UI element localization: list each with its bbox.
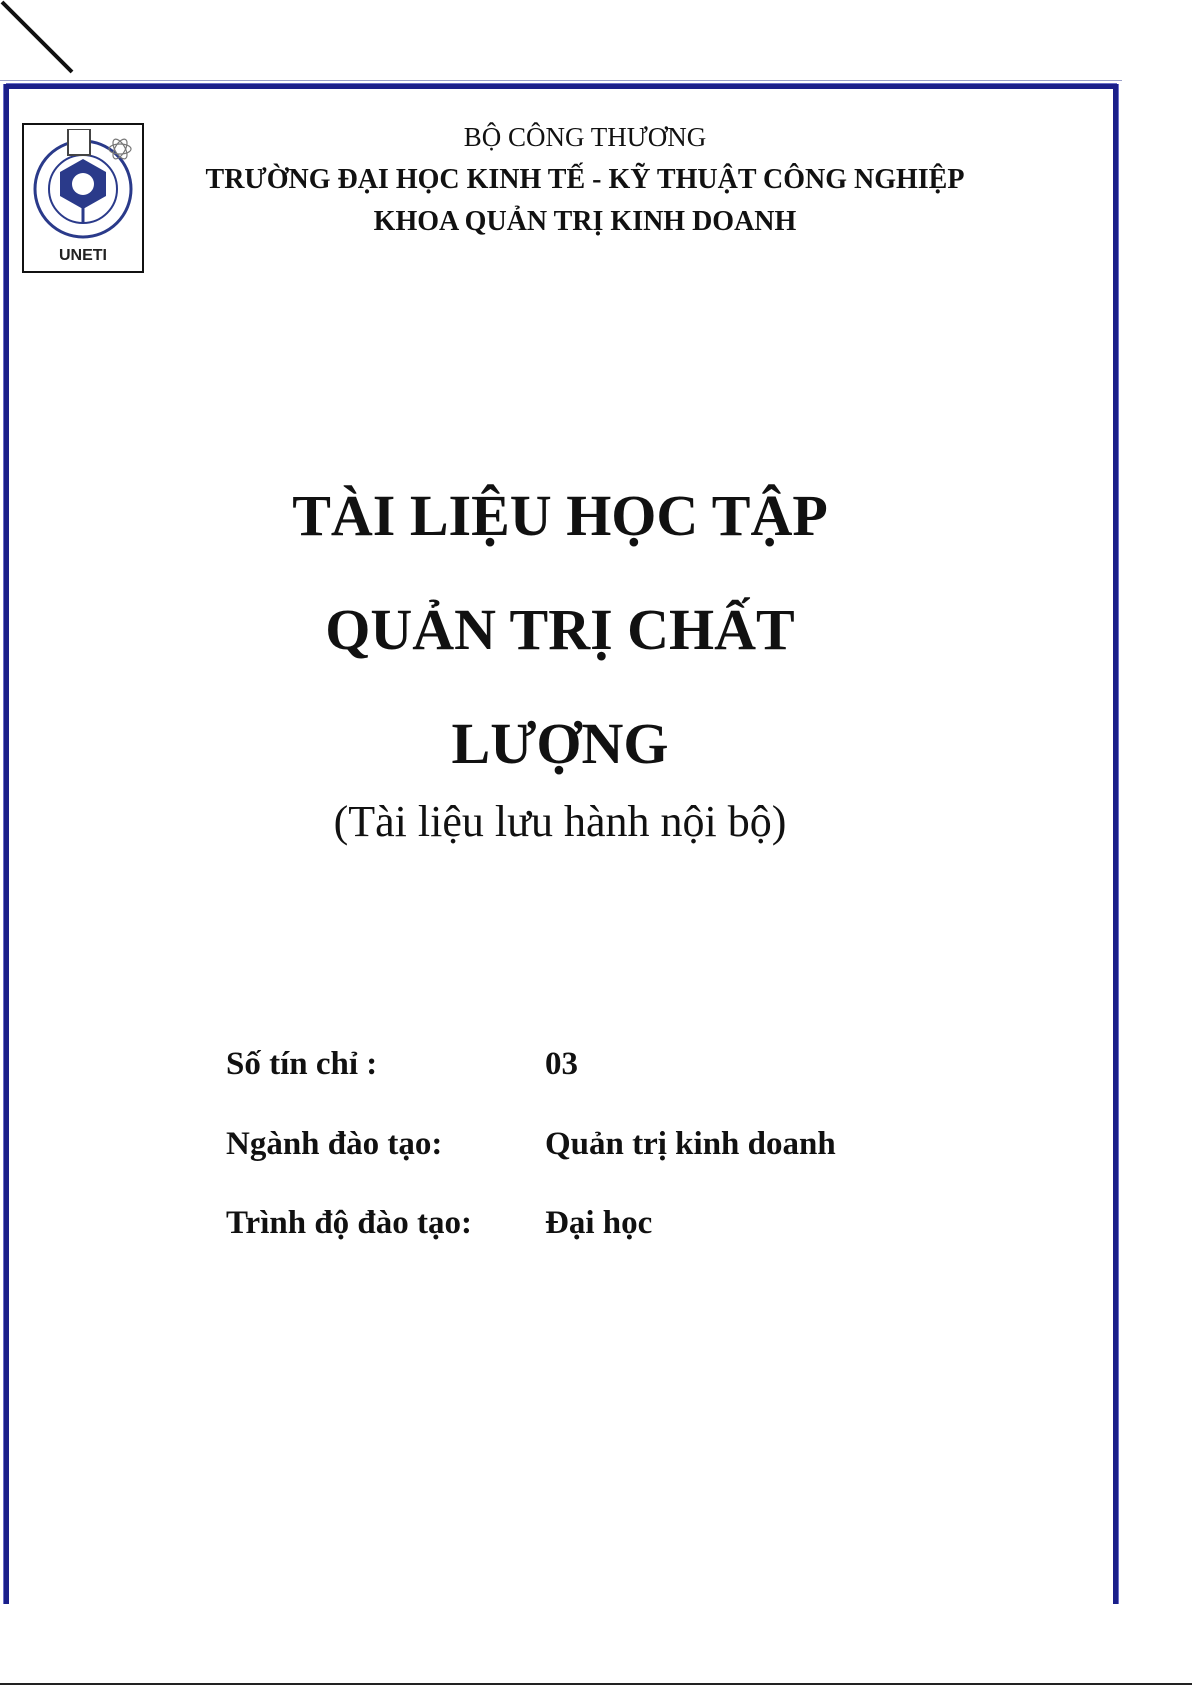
university-logo bbox=[22, 123, 144, 273]
major-value: Quản trị kinh doanh bbox=[545, 1126, 836, 1162]
level-value: Đại học bbox=[545, 1205, 653, 1241]
credits-label: Số tín chỉ : bbox=[226, 1046, 378, 1082]
page-bottom-rule bbox=[0, 1683, 1192, 1685]
page-border-right bbox=[1113, 84, 1119, 1604]
logo-text: UNETI bbox=[59, 247, 107, 264]
document-subtitle: (Tài liệu lưu hành nội bộ) bbox=[333, 797, 787, 846]
document-title-line-1: TÀI LIỆU HỌC TẬP bbox=[292, 483, 828, 548]
page-border-left bbox=[3, 84, 9, 1604]
credits-value: 03 bbox=[545, 1046, 578, 1082]
frame-outer-line bbox=[0, 80, 1122, 81]
university-name: TRƯỜNG ĐẠI HỌC KINH TẾ - KỸ THUẬT CÔNG NGHIỆP bbox=[205, 164, 965, 195]
document-title-line-2: QUẢN TRỊ CHẤT bbox=[325, 597, 795, 662]
major-label: Ngành đào tạo: bbox=[226, 1126, 443, 1162]
faculty-name: KHOA QUẢN TRỊ KINH DOANH bbox=[373, 206, 797, 237]
corner-slash-mark bbox=[0, 0, 80, 80]
level-label: Trình độ đào tạo: bbox=[226, 1205, 473, 1241]
page-border-top bbox=[6, 83, 1117, 89]
ministry-name: BỘ CÔNG THƯƠNG bbox=[463, 122, 707, 152]
document-title-line-3: LƯỢNG bbox=[451, 711, 669, 776]
